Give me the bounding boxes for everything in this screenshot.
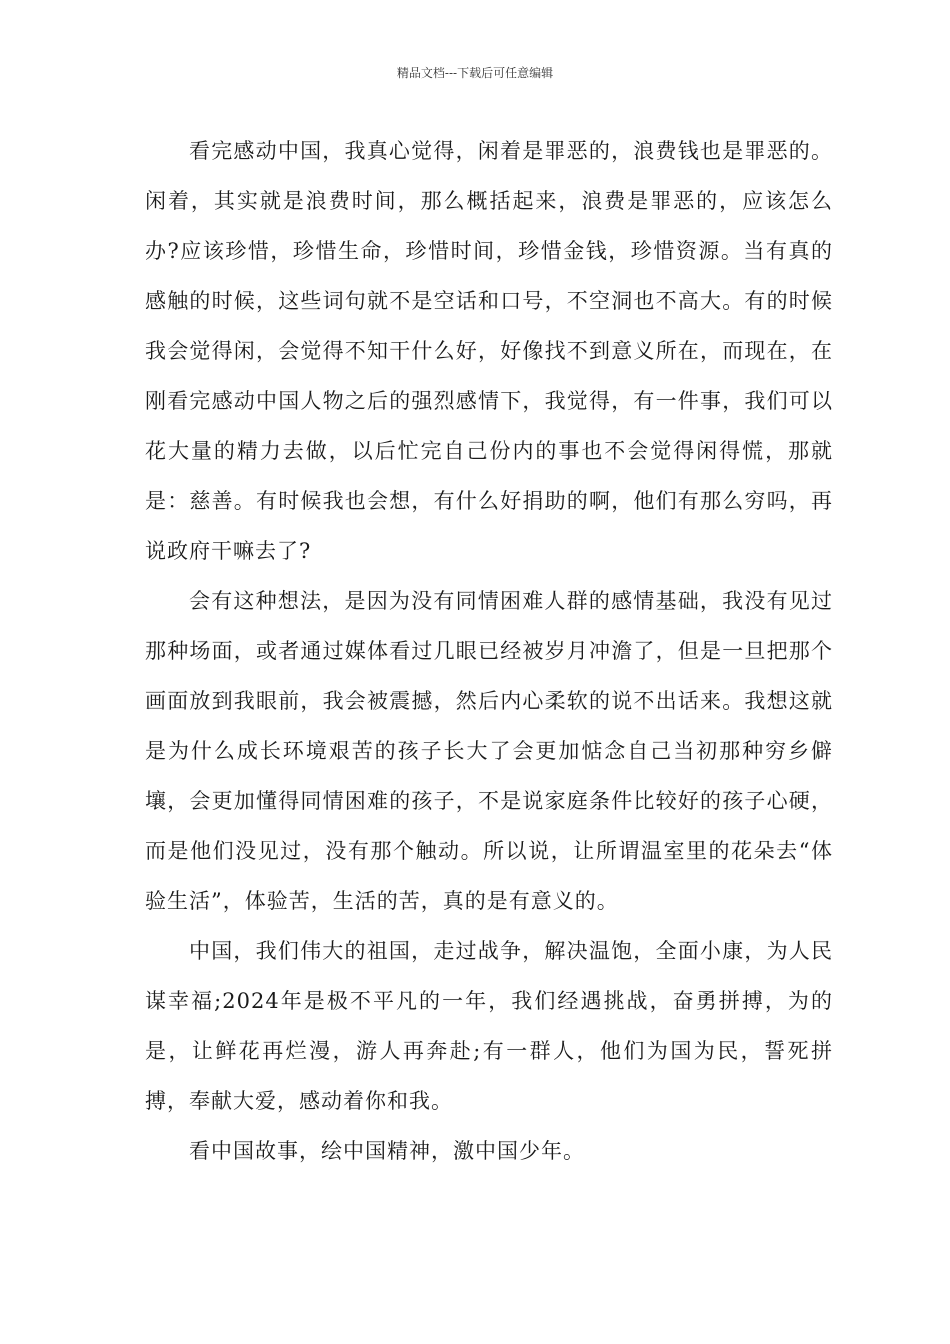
paragraph-4: 看中国故事，绘中国精神，激中国少年。 xyxy=(189,1139,585,1163)
page-header: 精品文档---下载后可任意编辑 xyxy=(396,66,554,80)
paragraph-2: 会有这种想法，是因为没有同情困难人群的感情基础，我没有见过那种场面，或者通过媒体看过几眼已经被岁月冲澹了，但是一旦把那个画面放到我眼前，我会被震撼，然后内心柔软的说不出话来。我想这就是为什么成长环境艰苦的孩子长大了会更加惦念自己当初那种穷乡僻壤，会更加懂得同情困难的孩子，不是说家庭条件比较好的孩子心硬，而是他们没见过，没有那个触动。所以说，让所谓温室里的花朵去“体验生活”，体验苦，生活的苦，真的是有意义的。 xyxy=(145,589,833,913)
paragraph-1: 看完感动中国，我真心觉得，闲着是罪恶的，浪费钱也是罪恶的。闲着，其实就是浪费时间，那么概括起来，浪费是罪恶的，应该怎么办?应该珍惜，珍惜生命，珍惜时间，珍惜金钱，珍惜资源。当有真的感触的时候，这些词句就不是空话和口号，不空洞也不高大。有的时候我会觉得闲，会觉得不知干什么好，好像找不到意义所在，而现在，在刚看完感动中国人物之后的强烈感情下，我觉得，有一件事，我们可以花大量的精力去做，以后忙完自己份内的事也不会觉得闲得慌，那就是：慈善。有时候我也会想，有什么好捐助的啊，他们有那么穷吗，再说政府干嘛去了? xyxy=(145,139,833,563)
paragraph-3: 中国，我们伟大的祖国，走过战争，解决温饱，全面小康，为人民谋幸福;2024年是极不平凡的一年，我们经遇挑战，奋勇拼搏，为的是，让鲜花再烂漫，游人再奔赴;有一群人，他们为国为民，誓死拼搏，奉献大爱，感动着你和我。 xyxy=(145,939,833,1113)
document-body xyxy=(145,126,833,1176)
